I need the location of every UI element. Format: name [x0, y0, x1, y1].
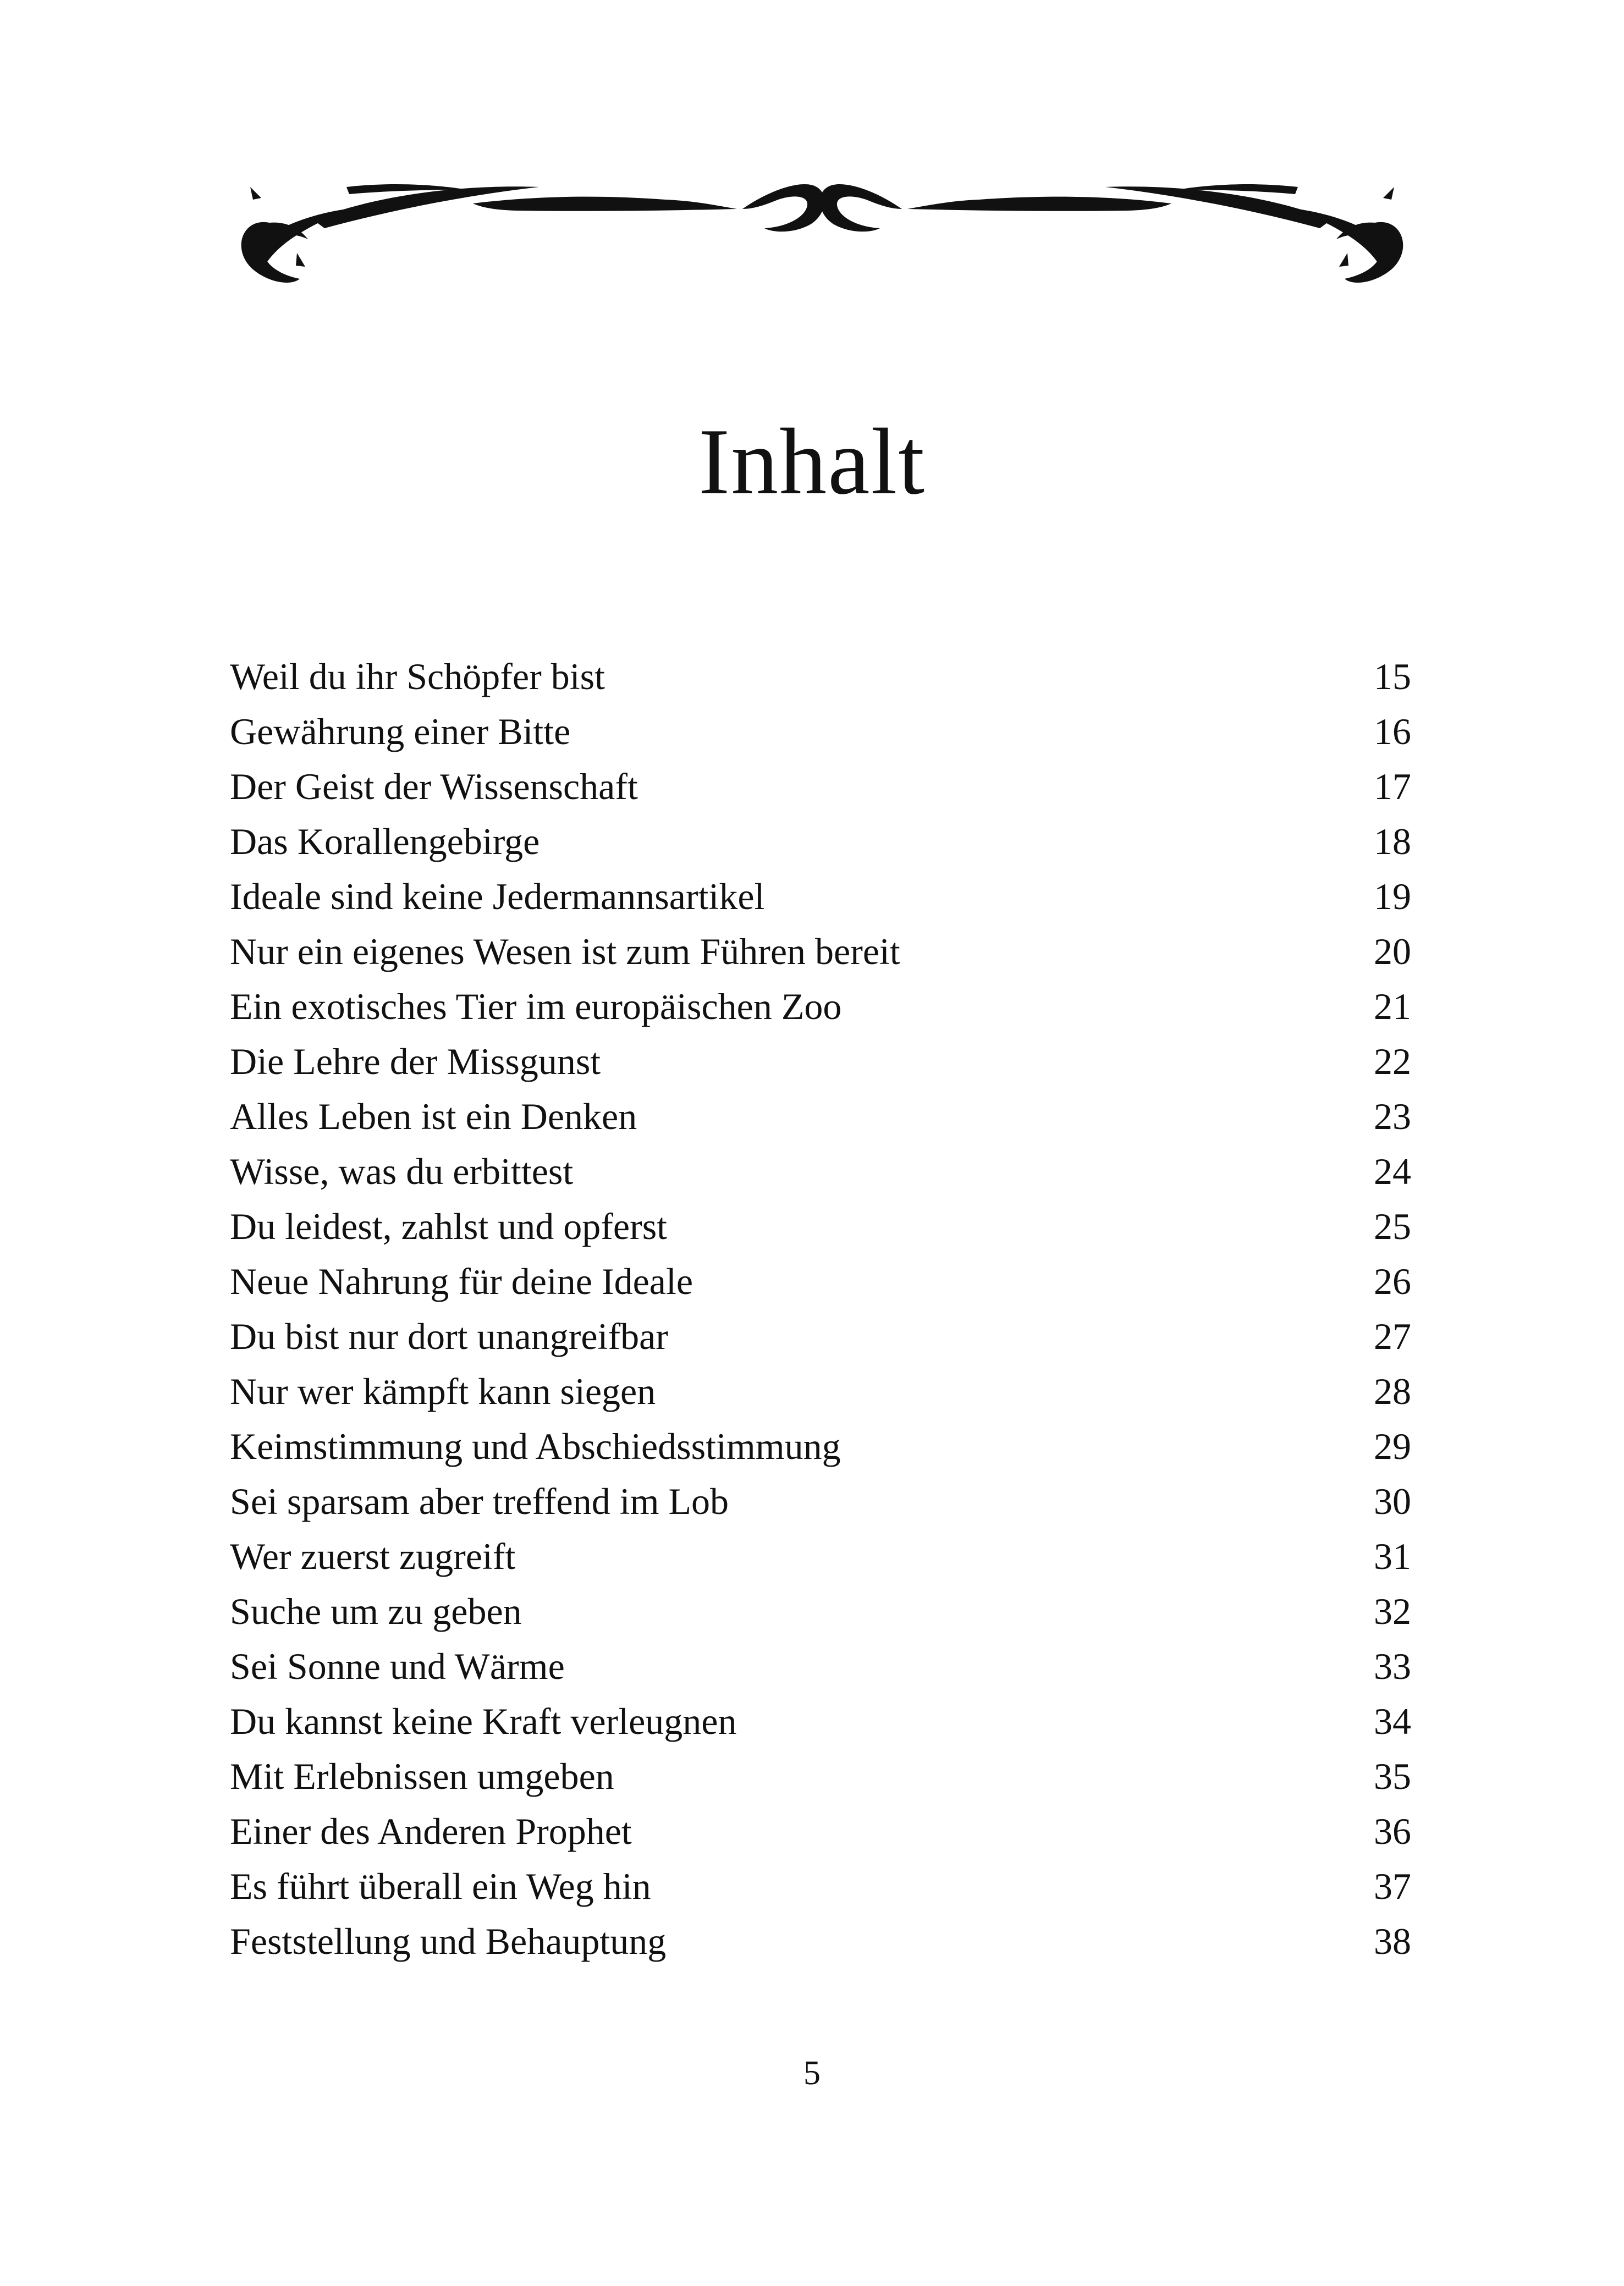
toc-entry	[230, 1639, 1411, 1694]
toc-entry	[230, 1144, 1411, 1199]
toc-entry-page: 24	[1374, 1150, 1411, 1192]
art-nouveau-flourish-icon	[231, 157, 1413, 289]
page-number: 5	[803, 2054, 821, 2092]
toc-entry	[230, 1804, 1411, 1859]
toc-entry	[230, 924, 1411, 979]
toc-entry-page: 18	[1374, 820, 1411, 862]
toc-entry-title: Mit Erlebnissen umgeben	[230, 1755, 614, 1797]
toc-entry-page: 19	[1374, 875, 1411, 917]
toc-entry-page: 27	[1374, 1315, 1411, 1357]
toc-entry-page: 26	[1374, 1260, 1411, 1302]
toc-entry-title: Einer des Anderen Prophet	[230, 1810, 632, 1852]
toc-entry-title: Suche um zu geben	[230, 1590, 522, 1632]
toc-entry-title: Nur wer kämpft kann siegen	[230, 1370, 656, 1412]
toc-entry-title: Weil du ihr Schöpfer bist	[230, 655, 605, 697]
toc-entry-title: Sei sparsam aber treffend im Lob	[230, 1480, 729, 1522]
toc-entry-page: 22	[1374, 1040, 1411, 1082]
toc-entry-page: 17	[1374, 765, 1411, 807]
toc-entry-page: 28	[1374, 1370, 1411, 1412]
toc-entry	[230, 1529, 1411, 1584]
toc-entry	[230, 1419, 1411, 1474]
toc-entry-page: 25	[1374, 1205, 1411, 1247]
toc-entry-title: Es führt überall ein Weg hin	[230, 1865, 651, 1907]
toc-entry-page: 34	[1374, 1700, 1411, 1742]
toc-entry-title: Sei Sonne und Wärme	[230, 1645, 565, 1687]
toc-entry-title: Du kannst keine Kraft verleugnen	[230, 1700, 737, 1742]
toc-entry-page: 38	[1374, 1920, 1411, 1962]
toc-entry-title: Du leidest, zahlst und opferst	[230, 1205, 668, 1247]
toc-entry	[230, 1914, 1411, 1969]
toc-entry-page: 21	[1374, 985, 1411, 1027]
toc-entry-page: 33	[1374, 1645, 1411, 1687]
toc-entry-title: Die Lehre der Missgunst	[230, 1040, 601, 1082]
toc-entry	[230, 759, 1411, 814]
toc-entry-page: 37	[1374, 1865, 1411, 1907]
toc-entry-title: Feststellung und Behauptung	[230, 1920, 667, 1962]
page-title: Inhalt	[698, 410, 926, 514]
toc-entry-page: 31	[1374, 1535, 1411, 1577]
toc-entry-title: Ein exotisches Tier im europäischen Zoo	[230, 985, 842, 1027]
toc-entry-title: Nur ein eigenes Wesen ist zum Führen bereit	[230, 930, 900, 972]
toc-entry-page: 36	[1374, 1810, 1411, 1852]
toc-entry-title: Der Geist der Wissenschaft	[230, 765, 638, 807]
toc-entry	[230, 869, 1411, 924]
toc-entry-page: 20	[1374, 930, 1411, 972]
toc-entry	[230, 979, 1411, 1034]
toc-entry-title: Gewährung einer Bitte	[230, 710, 571, 752]
toc-entry	[230, 1474, 1411, 1529]
toc-entry	[230, 814, 1411, 869]
toc-entry-title: Du bist nur dort unangreifbar	[230, 1315, 668, 1357]
toc-entry	[230, 1034, 1411, 1089]
toc-entry-title: Wer zuerst zugreift	[230, 1535, 516, 1577]
toc-entry-page: 30	[1374, 1480, 1411, 1522]
toc-entry	[230, 1254, 1411, 1309]
toc-entry	[230, 1749, 1411, 1804]
toc-entry-page: 16	[1374, 710, 1411, 752]
toc-entry-title: Keimstimmung und Abschiedsstimmung	[230, 1425, 841, 1467]
toc-entry-page: 23	[1374, 1095, 1411, 1137]
toc-entry	[230, 649, 1411, 704]
toc-entry-page: 15	[1374, 655, 1411, 697]
toc-entry	[230, 1199, 1411, 1254]
toc-entry	[230, 1694, 1411, 1749]
toc-entry-page: 32	[1374, 1590, 1411, 1632]
toc-entry-page: 35	[1374, 1755, 1411, 1797]
toc-entry-title: Ideale sind keine Jedermannsartikel	[230, 875, 765, 917]
toc-entry-title: Wisse, was du erbittest	[230, 1150, 574, 1192]
toc-entry-title: Neue Nahrung für deine Ideale	[230, 1260, 693, 1302]
toc-entry-title: Alles Leben ist ein Denken	[230, 1095, 637, 1137]
toc-entry-title: Das Korallengebirge	[230, 820, 540, 862]
toc-entry	[230, 1584, 1411, 1639]
toc-entry	[230, 1089, 1411, 1144]
toc-entry	[230, 1859, 1411, 1914]
toc-entry	[230, 704, 1411, 759]
table-of-contents	[230, 649, 1411, 1969]
toc-entry	[230, 1364, 1411, 1419]
toc-entry	[230, 1309, 1411, 1364]
toc-entry-page: 29	[1374, 1425, 1411, 1467]
